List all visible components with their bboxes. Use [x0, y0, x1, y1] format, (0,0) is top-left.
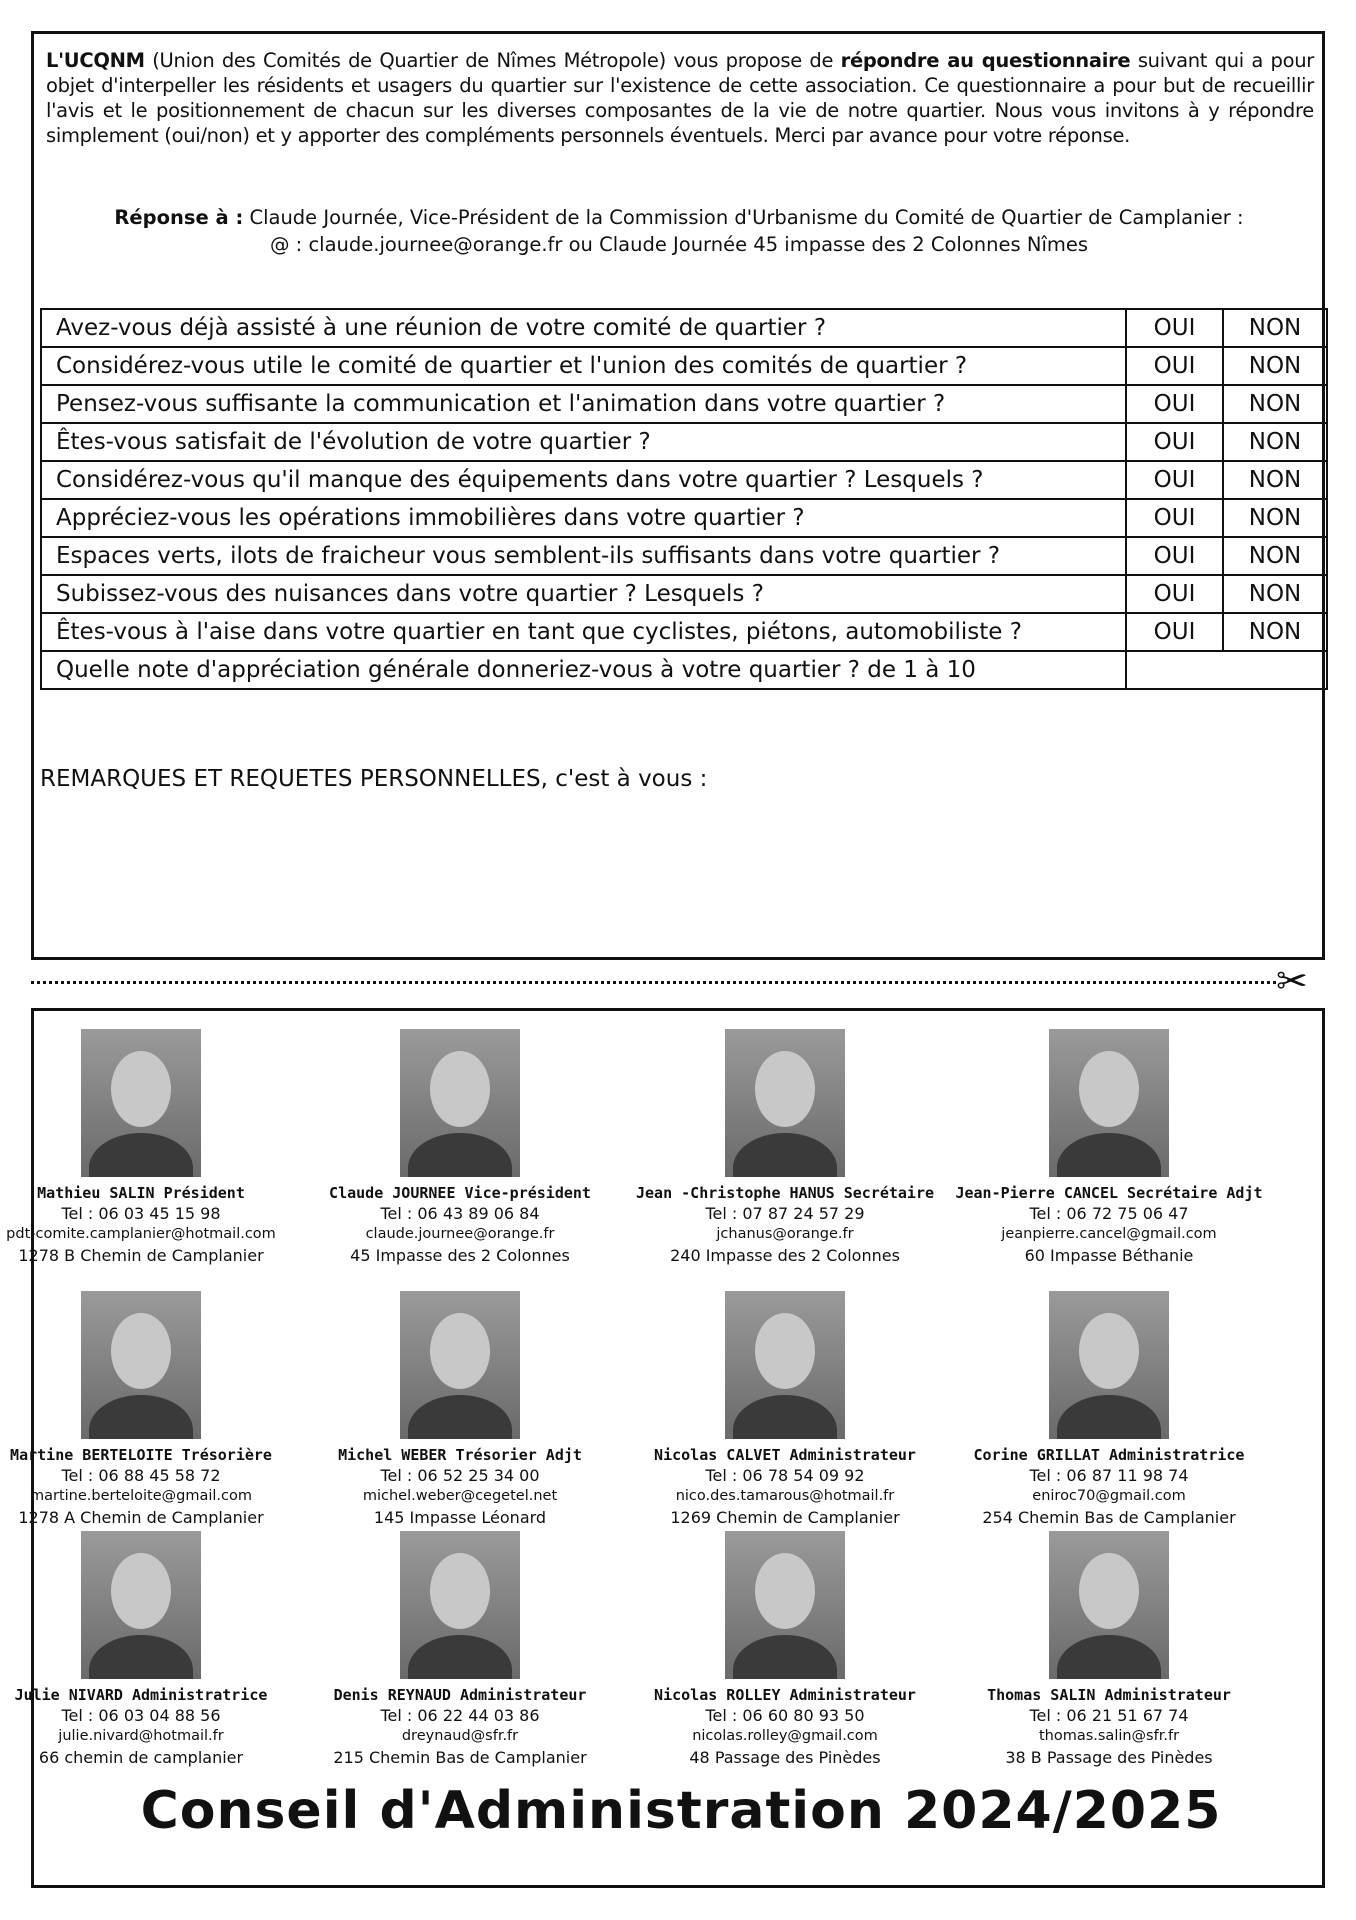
member-tel: Tel : 06 43 89 06 84 — [380, 1204, 540, 1223]
photo-body — [1057, 1395, 1161, 1439]
photo-body — [733, 1395, 837, 1439]
member-card — [620, 1029, 950, 1266]
member-email[interactable]: jchanus@orange.fr — [716, 1226, 854, 1242]
answer-oui[interactable]: OUI — [1126, 309, 1223, 347]
member-photo — [81, 1531, 201, 1679]
question-row — [41, 309, 1327, 347]
photo-head — [430, 1553, 490, 1629]
answer-oui[interactable]: OUI — [1126, 499, 1223, 537]
member-email[interactable]: nico.des.tamarous@hotmail.fr — [675, 1488, 895, 1504]
answer-oui[interactable]: OUI — [1126, 347, 1223, 385]
question-text: Subissez-vous des nuisances dans votre quartier ? Lesquels ? — [41, 575, 1126, 613]
score-cell[interactable] — [1126, 651, 1327, 689]
member-card — [620, 1531, 950, 1768]
member-address: 60 Impasse Béthanie — [1024, 1246, 1194, 1265]
member-email[interactable]: claude.journee@orange.fr — [365, 1226, 555, 1242]
member-name: Corine GRILLAT Administratrice — [973, 1446, 1245, 1464]
answer-non[interactable]: NON — [1223, 499, 1327, 537]
photo-body — [408, 1395, 512, 1439]
member-tel: Tel : 06 22 44 03 86 — [380, 1706, 540, 1725]
cut-line — [31, 981, 1276, 984]
question-row — [41, 461, 1327, 499]
photo-head — [1079, 1051, 1139, 1127]
member-tel: Tel : 06 78 54 09 92 — [705, 1466, 865, 1485]
member-card — [944, 1291, 1274, 1528]
member-tel: Tel : 06 60 80 93 50 — [705, 1706, 865, 1725]
answer-non[interactable]: NON — [1223, 575, 1327, 613]
reponse-block — [34, 204, 1324, 258]
questions-table — [40, 308, 1328, 690]
member-photo — [1049, 1029, 1169, 1177]
answer-oui[interactable]: OUI — [1126, 461, 1223, 499]
question-text: Pensez-vous suffisante la communication et l'animation dans votre quartier ? — [41, 385, 1126, 423]
intro-text-1: (Union des Comités de Quartier de Nîmes Métropole) vous propose de — [144, 49, 841, 72]
photo-head — [755, 1051, 815, 1127]
question-text: Êtes-vous satisfait de l'évolution de votre quartier ? — [41, 423, 1126, 461]
answer-oui[interactable]: OUI — [1126, 613, 1223, 651]
photo-body — [1057, 1635, 1161, 1679]
intro-paragraph — [46, 48, 1314, 148]
question-row — [41, 613, 1327, 651]
member-name: Claude JOURNEE Vice-président — [329, 1184, 591, 1202]
photo-head — [430, 1313, 490, 1389]
member-address: 38 B Passage des Pinèdes — [1005, 1748, 1213, 1767]
photo-head — [1079, 1553, 1139, 1629]
member-tel: Tel : 06 72 75 06 47 — [1029, 1204, 1189, 1223]
member-name: Jean -Christophe HANUS Secrétaire — [635, 1184, 934, 1202]
photo-body — [89, 1395, 193, 1439]
member-name: Nicolas CALVET Administrateur — [654, 1446, 916, 1464]
member-address: 145 Impasse Léonard — [373, 1508, 547, 1527]
member-email[interactable]: martine.berteloite@gmail.com — [30, 1488, 252, 1504]
answer-non[interactable]: NON — [1223, 347, 1327, 385]
member-email[interactable]: michel.weber@cegetel.net — [362, 1488, 558, 1504]
photo-head — [755, 1553, 815, 1629]
member-card — [295, 1531, 625, 1768]
member-card — [620, 1291, 950, 1528]
member-email[interactable]: eniroc70@gmail.com — [1032, 1488, 1186, 1504]
member-card — [944, 1531, 1274, 1768]
member-card — [0, 1029, 306, 1266]
questionnaire-box — [31, 31, 1325, 960]
question-text: Quelle note d'appréciation générale donneriez-vous à votre quartier ? de 1 à 10 — [41, 651, 1126, 689]
answer-oui[interactable]: OUI — [1126, 537, 1223, 575]
member-card — [0, 1531, 306, 1768]
scissors-icon: ✂ — [1276, 959, 1308, 1003]
member-address: 48 Passage des Pinèdes — [689, 1748, 881, 1767]
question-row — [41, 499, 1327, 537]
photo-body — [408, 1133, 512, 1177]
photo-body — [89, 1133, 193, 1177]
question-row — [41, 537, 1327, 575]
member-email[interactable]: jeanpierre.cancel@gmail.com — [1001, 1226, 1217, 1242]
question-row — [41, 575, 1327, 613]
member-photo — [81, 1291, 201, 1439]
member-name: Nicolas ROLLEY Administrateur — [654, 1686, 916, 1704]
member-tel: Tel : 06 03 04 88 56 — [61, 1706, 221, 1725]
member-tel: Tel : 07 87 24 57 29 — [705, 1204, 865, 1223]
member-address: 254 Chemin Bas de Camplanier — [982, 1508, 1236, 1527]
reponse-label: Réponse à : — [114, 206, 244, 229]
member-tel: Tel : 06 21 51 67 74 — [1029, 1706, 1189, 1725]
member-address: 66 chemin de camplanier — [38, 1748, 244, 1767]
member-name: Mathieu SALIN Président — [37, 1184, 245, 1202]
member-card — [944, 1029, 1274, 1266]
photo-head — [111, 1313, 171, 1389]
member-name: Michel WEBER Trésorier Adjt — [338, 1446, 582, 1464]
answer-non[interactable]: NON — [1223, 613, 1327, 651]
board-box — [6, 1008, 1325, 1888]
photo-head — [1079, 1313, 1139, 1389]
member-photo — [725, 1531, 845, 1679]
member-address: 240 Impasse des 2 Colonnes — [670, 1246, 900, 1265]
member-address: 215 Chemin Bas de Camplanier — [333, 1748, 587, 1767]
intro-text-2: suivant qui a pour objet d'interpeller les résidents et usagers du quartier sur l'existence de cette association. Ce questionnaire a pour but de recueillir l'avis et le positionnement de chacun sur les diverses composantes de la vie de notre quartier. Nous vous invitons à y répondre simplement (oui/non) et y apporter des compléments personnels éventuels. Merci par avance pour votre réponse. — [46, 49, 1314, 147]
member-address: 1278 B Chemin de Camplanier — [18, 1246, 264, 1265]
member-name: Martine BERTELOITE Trésorière — [10, 1446, 272, 1464]
photo-head — [111, 1553, 171, 1629]
photo-head — [755, 1313, 815, 1389]
photo-head — [111, 1051, 171, 1127]
member-photo — [1049, 1531, 1169, 1679]
member-card — [295, 1029, 625, 1266]
photo-body — [408, 1635, 512, 1679]
member-name: Thomas SALIN Administrateur — [987, 1686, 1231, 1704]
member-photo — [725, 1029, 845, 1177]
answer-non[interactable]: NON — [1223, 423, 1327, 461]
member-photo — [81, 1029, 201, 1177]
member-photo — [725, 1291, 845, 1439]
photo-body — [733, 1133, 837, 1177]
reponse-line-2: @ : claude.journee@orange.fr ou Claude Journée 45 impasse des 2 Colonnes Nîmes — [269, 233, 1089, 256]
footer-title: Conseil d'Administration 2024/2025 — [140, 1781, 1222, 1841]
question-row — [41, 347, 1327, 385]
member-card — [0, 1291, 306, 1528]
org-acronym: L'UCQNM — [46, 49, 145, 72]
photo-body — [1057, 1133, 1161, 1177]
question-text: Considérez-vous qu'il manque des équipements dans votre quartier ? Lesquels ? — [41, 461, 1126, 499]
question-text: Avez-vous déjà assisté à une réunion de votre comité de quartier ? — [41, 309, 1126, 347]
member-name: Julie NIVARD Administratrice — [14, 1686, 268, 1704]
answer-non[interactable]: NON — [1223, 385, 1327, 423]
question-text: Appréciez-vous les opérations immobilières dans votre quartier ? — [41, 499, 1126, 537]
member-tel: Tel : 06 52 25 34 00 — [380, 1466, 540, 1485]
photo-body — [733, 1635, 837, 1679]
member-name: Jean-Pierre CANCEL Secrétaire Adjt — [955, 1184, 1263, 1202]
remarks-label: REMARQUES ET REQUETES PERSONNELLES, c'est à vous : — [40, 766, 708, 792]
member-tel: Tel : 06 88 45 58 72 — [61, 1466, 221, 1485]
member-address: 1269 Chemin de Camplanier — [670, 1508, 900, 1527]
member-tel: Tel : 06 87 11 98 74 — [1029, 1466, 1189, 1485]
member-tel: Tel : 06 03 45 15 98 — [61, 1204, 221, 1223]
member-photo — [1049, 1291, 1169, 1439]
answer-non[interactable]: NON — [1223, 461, 1327, 499]
member-email[interactable]: dreynaud@sfr.fr — [401, 1728, 519, 1744]
member-email[interactable]: nicolas.rolley@gmail.com — [692, 1728, 878, 1744]
question-text: Êtes-vous à l'aise dans votre quartier en tant que cyclistes, piétons, automobiliste ? — [41, 613, 1126, 651]
question-row — [41, 385, 1327, 423]
member-photo — [400, 1029, 520, 1177]
answer-non[interactable]: NON — [1223, 309, 1327, 347]
answer-non[interactable]: NON — [1223, 537, 1327, 575]
member-email[interactable]: thomas.salin@sfr.fr — [1038, 1728, 1180, 1744]
photo-head — [430, 1051, 490, 1127]
question-text: Espaces verts, ilots de fraicheur vous semblent-ils suffisants dans votre quartier ? — [41, 537, 1126, 575]
reponse-line-1: Claude Journée, Vice-Président de la Commission d'Urbanisme du Comité de Quartier de Camplanier : — [243, 206, 1244, 229]
intro-bold: répondre au questionnaire — [840, 49, 1131, 72]
member-email[interactable]: julie.nivard@hotmail.fr — [58, 1728, 224, 1744]
member-photo — [400, 1291, 520, 1439]
photo-body — [89, 1635, 193, 1679]
question-text: Considérez-vous utile le comité de quartier et l'union des comités de quartier ? — [41, 347, 1126, 385]
member-card — [295, 1291, 625, 1528]
member-photo — [400, 1531, 520, 1679]
answer-oui[interactable]: OUI — [1126, 385, 1223, 423]
question-row — [41, 423, 1327, 461]
member-name: Denis REYNAUD Administrateur — [333, 1686, 587, 1704]
member-address: 1278 A Chemin de Camplanier — [18, 1508, 264, 1527]
answer-oui[interactable]: OUI — [1126, 423, 1223, 461]
answer-oui[interactable]: OUI — [1126, 575, 1223, 613]
question-row — [41, 651, 1327, 689]
member-email[interactable]: pdt-comite.camplanier@hotmail.com — [6, 1226, 276, 1242]
member-address: 45 Impasse des 2 Colonnes — [350, 1246, 570, 1265]
